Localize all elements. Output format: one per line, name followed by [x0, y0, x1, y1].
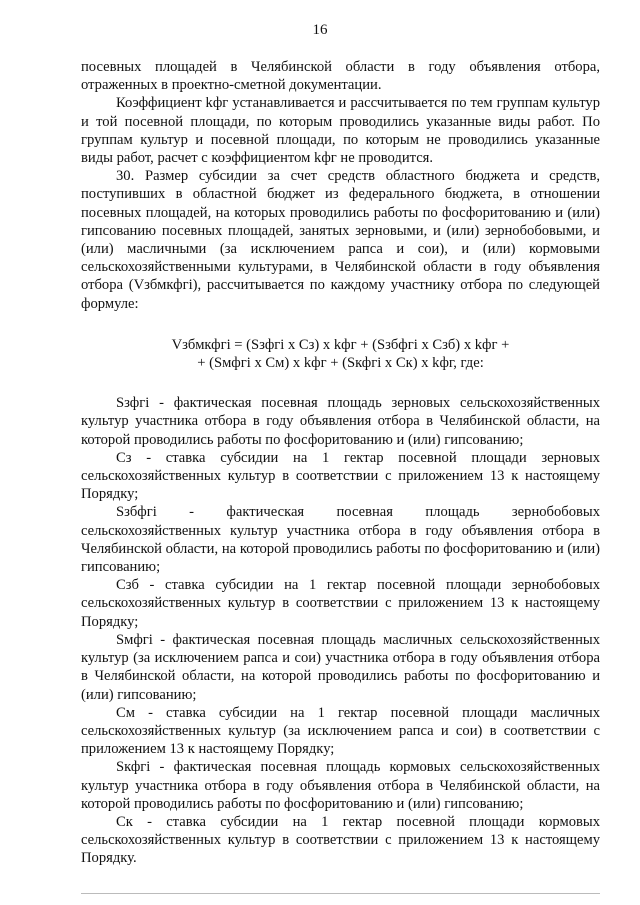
- formula-line-1: Vзбмкфгi = (Sзфгi x Cз) x kфг + (Sзбфгi x Cзб) x kфг +: [171, 336, 510, 353]
- page-bottom-divider: [81, 893, 600, 894]
- document-body: [81, 58, 600, 868]
- formula: [81, 336, 600, 372]
- paragraph-item-30: 30. Размер субсидии за счет средств областного бюджета и средств, поступивших в областной бюджет из федерального бюджета, в отношении посевных площадей, на которых проводились работы по фосфоритованию и (или) гипсованию посевных площадей, занятых зерновыми, и (или) зернобобовыми, и (или) масличными (за исключением рапса и сои), и (или) кормовыми сельскохозяйственными культурами, в Челябинской области в году объявления отбора (Vзбмкфгi), рассчитывается по каждому участнику отбора по следующей формуле:: [81, 168, 600, 312]
- definition-cm: Cм - ставка субсидии на 1 гектар посевной площади масличных сельскохозяйственных культур (за исключением рапса и сои) в соответствии с приложением 13 к настоящему Порядку;: [81, 704, 600, 758]
- definition-ck: Cк - ставка субсидии на 1 гектар посевной площади кормовых сельскохозяйственных культур в соответствии с приложением 13 к настоящему Порядку.: [81, 813, 600, 867]
- formula-line-2: + (Sмфгi x Cм) x kфг + (Sкфгi x Cк) x kфг, где:: [197, 355, 484, 372]
- definition-cz: Cз - ставка субсидии на 1 гектар посевной площади зерновых сельскохозяйственных культур в соответствии с приложением 13 к настоящему Порядку;: [81, 449, 600, 503]
- definition-szfgi: Sзфгi - фактическая посевная площадь зерновых сельскохозяйственных культур участника отбора в году объявления отбора в Челябинской области, на которой проводились работы по фосфоритованию и (или) гипсованию;: [81, 395, 600, 448]
- paragraph-coefficient: Коэффициент kфг устанавливается и рассчитывается по тем группам культур и той посевной площади, по которым проводились указанные виды работ. По группам культур и посевной площади, по которым не проводились указанные виды работ, расчет с коэффициентом kфг не проводится.: [81, 95, 600, 167]
- definition-smfgi: Sмфгi - фактическая посевная площадь масличных сельскохозяйственных культур (за исключением рапса и сои) участника отбора в году объявления отбора в Челябинской области, на которой проводились работы по фосфоритованию и (или) гипсованию;: [81, 631, 600, 703]
- paragraph-continuation: посевных площадей в Челябинской области в году объявления отбора, отраженных в проектно-сметной документации.: [81, 59, 600, 94]
- page-number: 16: [312, 22, 328, 38]
- definition-szbfgi: Sзбфгi - фактическая посевная площадь зернобобовых сельскохозяйственных культур участника отбора в году объявления отбора в Челябинской области, на которой проводились работы по фосфоритованию и (или) гипсованию;: [81, 504, 600, 576]
- definition-skfgi: Sкфгi - фактическая посевная площадь кормовых сельскохозяйственных культур участника отбора в году объявления отбора в Челябинской области, на которой проводились работы по фосфоритованию и (или) гипсованию;: [81, 759, 600, 812]
- definition-czb: Cзб - ставка субсидии на 1 гектар посевной площади зернобобовых сельскохозяйственных культур в соответствии с приложением 13 к настоящему Порядку;: [81, 577, 600, 630]
